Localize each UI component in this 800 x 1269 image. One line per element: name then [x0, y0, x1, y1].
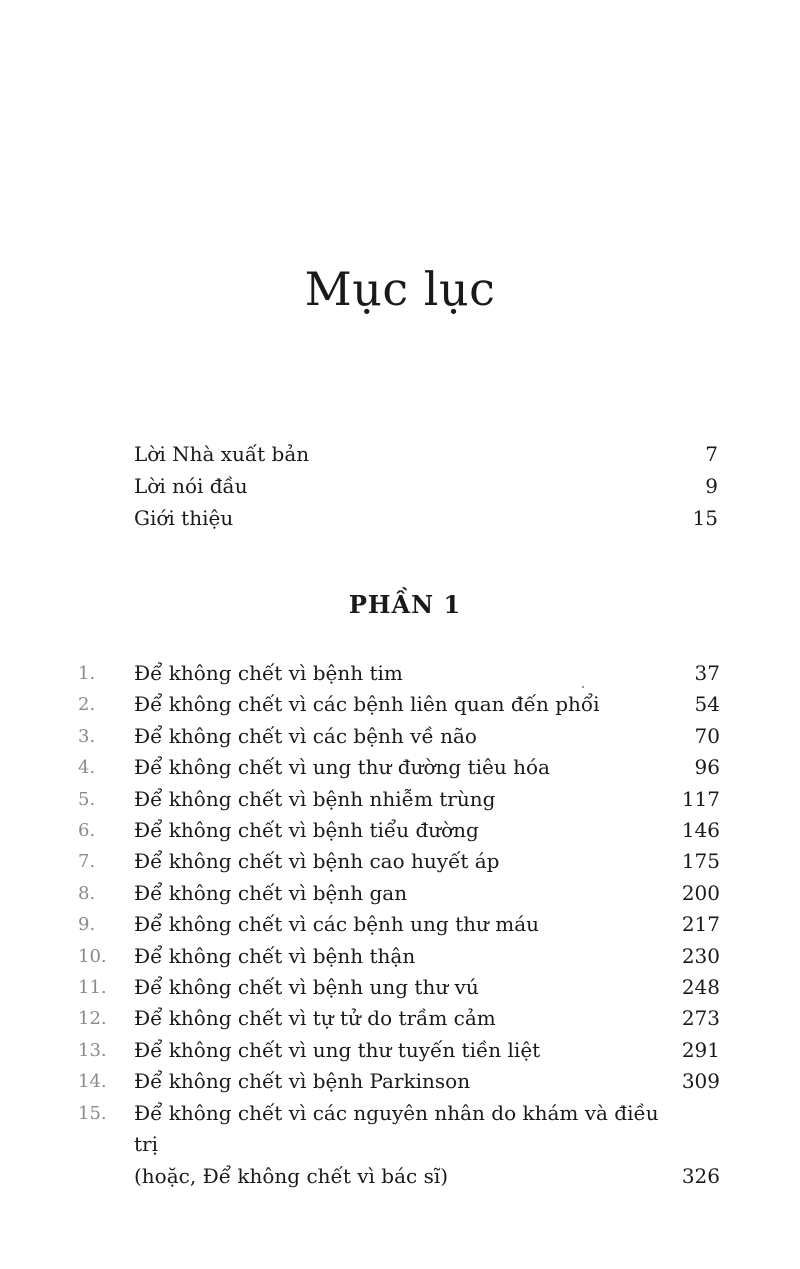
chapter-title: Để không chết vì ung thư tuyến tiền liệt — [134, 1037, 541, 1062]
chapter-number: 10. — [78, 945, 107, 967]
chapter-page: 217 — [681, 912, 720, 937]
chapter-item — [78, 1066, 720, 1097]
chapter-title: Để không chết vì bệnh gan — [134, 880, 408, 905]
chapter-title: Để không chết vì bệnh tim — [134, 661, 403, 685]
front-matter-page: 9 — [705, 474, 718, 498]
chapter-page: 117 — [681, 786, 720, 811]
chapter-list — [78, 658, 720, 1192]
chapter-number: 2. — [78, 694, 96, 716]
front-matter-list — [134, 438, 718, 534]
chapter-number: 13. — [78, 1039, 107, 1061]
chapter-number: 7. — [78, 851, 96, 873]
chapter-title: Để không chết vì bệnh thận — [134, 943, 416, 968]
chapter-page: 230 — [681, 943, 720, 968]
chapter-item — [78, 752, 720, 783]
chapter-page: 248 — [681, 975, 720, 1000]
chapter-title: Để không chết vì các bệnh về não — [134, 723, 477, 748]
front-matter-item — [134, 502, 718, 534]
chapter-title: Để không chết vì bệnh ung thư vú — [134, 975, 479, 1000]
front-matter-item — [134, 438, 718, 470]
chapter-item — [78, 909, 720, 940]
chapter-item — [78, 815, 720, 846]
chapter-page: 146 — [681, 818, 720, 843]
chapter-number: 11. — [78, 977, 107, 999]
chapter-item — [78, 941, 720, 972]
chapter-item — [78, 878, 720, 909]
chapter-title: Để không chết vì bệnh tiểu đường — [134, 818, 479, 843]
chapter-title: Để không chết vì các bệnh liên quan đến phổi — [134, 692, 600, 717]
chapter-title: Để không chết vì bệnh nhiễm trùng — [134, 786, 496, 811]
chapter-title-multiline — [134, 1098, 660, 1192]
chapter-title: Để không chết vì bệnh cao huyết áp — [134, 849, 500, 874]
chapter-number: 5. — [78, 788, 96, 810]
chapter-number: 4. — [78, 757, 96, 779]
front-matter-label: Lời Nhà xuất bản — [134, 442, 310, 466]
chapter-title: Để không chết vì ung thư đường tiêu hóa — [134, 755, 550, 780]
chapter-item — [78, 689, 720, 720]
chapter-page: 200 — [681, 880, 720, 905]
chapter-number: 8. — [78, 882, 96, 904]
chapter-item — [78, 1003, 720, 1034]
chapter-page: 309 — [681, 1069, 720, 1094]
chapter-title: Để không chết vì bệnh Parkinson — [134, 1069, 471, 1094]
front-matter-label: Lời nói đầu — [134, 474, 248, 498]
chapter-item — [78, 784, 720, 815]
chapter-number: 14. — [78, 1071, 107, 1093]
chapter-title-continuation: (hoặc, Để không chết vì bác sĩ) — [134, 1163, 449, 1188]
chapter-page: 54 — [694, 692, 720, 717]
chapter-number: 15. — [78, 1102, 107, 1124]
chapter-page: 70 — [694, 723, 720, 748]
chapter-number: 6. — [78, 820, 96, 842]
front-matter-label: Giới thiệu — [134, 506, 234, 530]
chapter-title: Để không chết vì các nguyên nhân do khám và điều trị — [134, 1100, 659, 1157]
chapter-page: 291 — [681, 1037, 720, 1062]
chapter-item — [78, 1098, 720, 1192]
front-matter-item — [134, 470, 718, 502]
chapter-item — [78, 972, 720, 1003]
front-matter-page: 7 — [705, 442, 718, 466]
chapter-number: 9. — [78, 914, 96, 936]
part-heading: PHẦN 1 — [348, 590, 462, 619]
chapter-title: Để không chết vì tự tử do trầm cảm — [134, 1006, 496, 1031]
chapter-page: 37 — [694, 661, 720, 685]
chapter-page: 273 — [681, 1006, 720, 1031]
chapter-number: 1. — [78, 663, 96, 684]
chapter-page: 96 — [694, 755, 720, 780]
chapter-title: Để không chết vì các bệnh ung thư máu — [134, 912, 540, 937]
chapter-item — [78, 721, 720, 752]
chapter-number: 3. — [78, 725, 96, 747]
chapter-item — [78, 846, 720, 877]
front-matter-page: 15 — [692, 506, 718, 530]
chapter-page: 326 — [681, 1163, 720, 1188]
chapter-item — [78, 658, 720, 689]
page-title: Mục lục — [304, 262, 496, 316]
chapter-number: 12. — [78, 1008, 107, 1030]
chapter-item — [78, 1035, 720, 1066]
chapter-page: 175 — [681, 849, 720, 874]
